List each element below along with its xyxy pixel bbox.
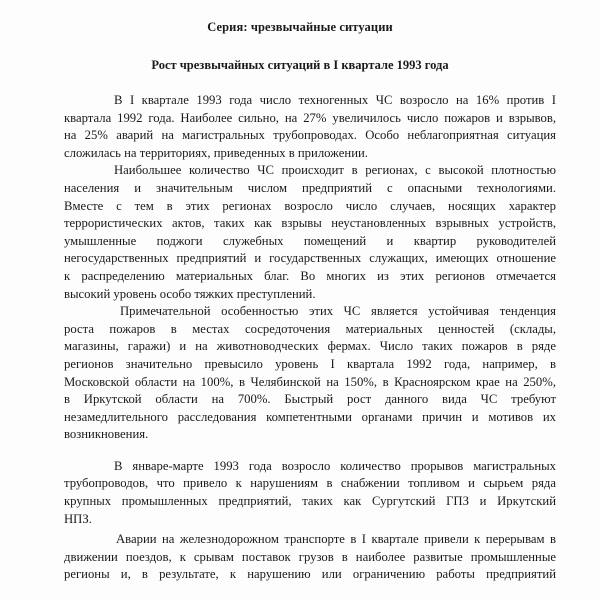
paragraph-2	[64, 162, 556, 303]
document-body	[64, 92, 556, 584]
paragraph-line: Вместе с тем в этих регионах возросло число случаев, носящих характер	[64, 198, 556, 213]
document-title: Рост чрезвычайных ситуаций в I квартале 1993 года	[151, 58, 449, 72]
paragraph-line: к распределению материальных благ. Во многих из этих регионов отмечается	[64, 268, 556, 283]
paragraph-line: в Иркутской области на 700%. Быстрый рост данного вида ЧС требуют	[64, 392, 556, 407]
paragraph-line: В I квартале 1993 года число техногенных ЧС возросло на 16% против I	[114, 93, 556, 107]
paragraph-line: магазины, гаражи) и на животноводческих фермах. Число таких пожаров в ряде	[64, 339, 556, 354]
paragraph-line: умышленные поджоги служебных помещений и квартир руководителей	[64, 233, 556, 248]
paragraph-line: регионы и, в результате, к нарушению или ограничению работы предприятий	[64, 567, 556, 582]
paragraph-4	[64, 458, 556, 528]
paragraph-line: сложилась на территориях, приведенных в приложении.	[64, 145, 368, 160]
paragraph-line: квартала 1992 года. Наиболее сильно, на 27% увеличилось число пожаров и взрывов,	[64, 110, 556, 125]
paragraph-line: на 25% аварий на магистральных трубопроводах. Особо неблагоприятная ситуация	[64, 128, 556, 143]
paragraph-spacer	[64, 444, 556, 458]
series-heading: Серия: чрезвычайные ситуации	[207, 20, 393, 34]
paragraph-5	[64, 531, 556, 584]
paragraph-line: Московской области на 100%, в Челябинской на 150%, в Красноярском крае на 250%,	[64, 374, 556, 389]
paragraph-line: населения и значительным числом предприятий с опасными технологиями.	[64, 180, 556, 195]
paragraph-line: регионов значительно превысило уровень I квартала 1992 года, например, в	[64, 356, 556, 371]
paragraph-line: Примечательной особенностью этих ЧС является устойчивая тенденция	[120, 304, 556, 319]
paragraph-line: крупных промышленных предприятий, таких как Сургутский ГПЗ и Иркутский	[64, 494, 556, 509]
paragraph-line: роста пожаров в местах сосредоточения материальных ценностей (склады,	[64, 321, 556, 336]
paragraph-3	[64, 303, 556, 444]
paragraph-line: В январе-марте 1993 года возросло количество прорывов магистральных	[114, 458, 556, 473]
paragraph-line: негосударственных предприятий и государственных служащих, имеющих отношение	[64, 251, 556, 266]
paragraph-line: движении поездов, к срывам поставок грузов в наиболее развитые промышленные	[64, 549, 556, 564]
paragraph-line: трубопроводов, что привело к нарушениям в снабжении топливом и сырьем ряда	[64, 476, 556, 491]
paragraph-line: НПЗ.	[64, 511, 92, 526]
paragraph-line: высокий уровень особо тяжких преступлений.	[64, 286, 316, 301]
paragraph-line: незамедлительного расследования компетентными органами причин и мотивов их	[64, 409, 556, 424]
paragraph-line: Наибольшее количество ЧС происходит в регионах, с высокой плотностью	[114, 163, 556, 178]
paragraph-line: Аварии на железнодорожном транспорте в I квартале привели к перерывам в	[116, 532, 556, 547]
paragraph-line: террористических актов, таких как взрывы неустановленных взрывных устройств,	[64, 216, 556, 231]
paragraph-1	[64, 92, 556, 162]
paragraph-line: возникновения.	[64, 427, 149, 442]
